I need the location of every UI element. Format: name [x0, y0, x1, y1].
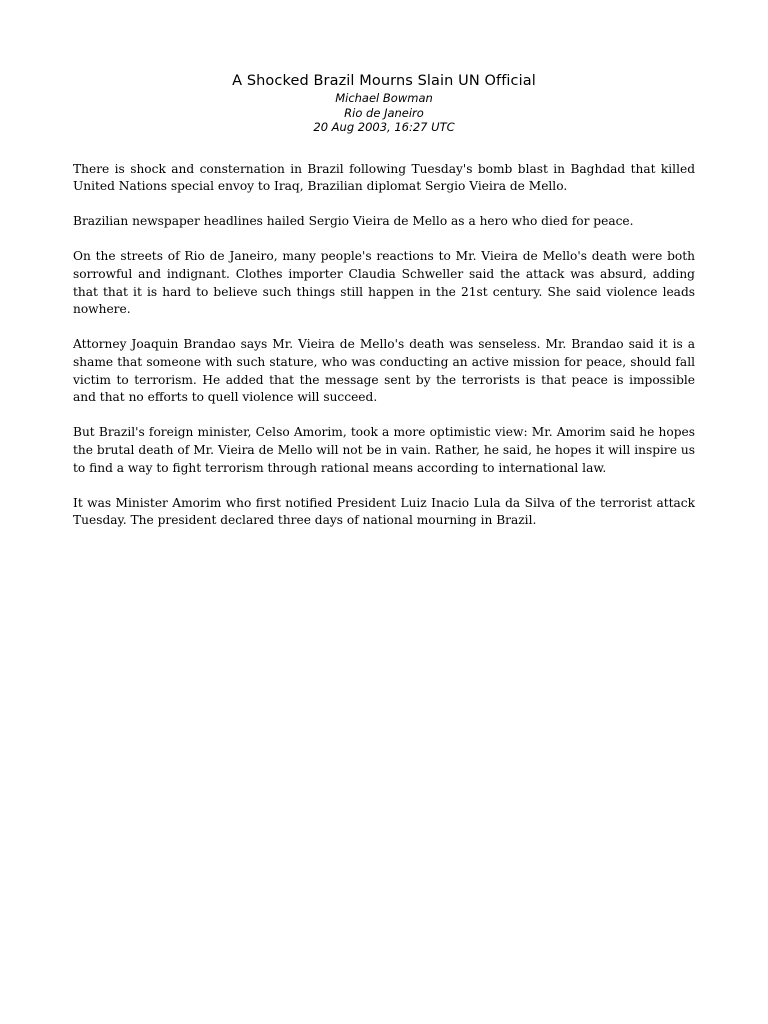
article-dateline: 20 Aug 2003, 16:27 UTC [313, 120, 455, 134]
article-author: Michael Bowman [335, 91, 433, 105]
article-paragraph: Attorney Joaquin Brandao says Mr. Vieira de Mello's death was senseless. Mr. Brandao said it is a shame that someone with such stature, who was conducting an active mission for peace, should fall victim to terrorism. He added that the message sent by the terrorists is that peace is impossible and that no efforts to quell violence will succeed. [73, 337, 695, 405]
article-location: Rio de Janeiro [344, 105, 424, 120]
article-title: A Shocked Brazil Mourns Slain UN Official [232, 73, 536, 89]
article-paragraph: There is shock and consternation in Brazil following Tuesday's bomb blast in Baghdad that killed United Nations special envoy to Iraq, Brazilian diplomat Sergio Vieira de Mello. [73, 161, 695, 194]
article-paragraph: But Brazil's foreign minister, Celso Amorim, took a more optimistic view: Mr. Amorim said he hopes the brutal death of Mr. Vieira de Mello will not be in vain. Rather, he said, he hopes it will inspire us to find a way to fight terrorism through rational means according to international law. [73, 425, 695, 475]
article-body [73, 161, 695, 530]
article-header [73, 72, 695, 135]
article-paragraph: On the streets of Rio de Janeiro, many people's reactions to Mr. Vieira de Mello's death were both sorrowful and indignant. Clothes importer Claudia Schweller said the attack was absurd, adding that that it is hard to believe such things still happen in the 21st century. She said violence leads nowhere. [73, 249, 695, 317]
article-paragraph: Brazilian newspaper headlines hailed Sergio Vieira de Mello as a hero who died for peace. [73, 214, 634, 229]
article-paragraph: It was Minister Amorim who first notified President Luiz Inacio Lula da Silva of the terrorist attack Tuesday. The president declared three days of national mourning in Brazil. [73, 495, 695, 528]
document-page [73, 72, 695, 548]
